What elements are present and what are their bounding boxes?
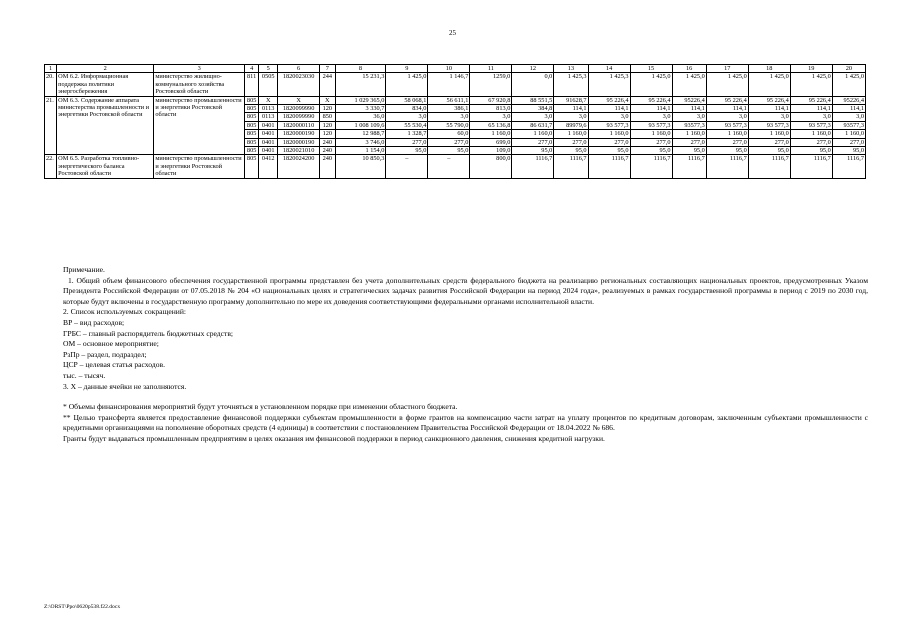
table-cell: 114,1 — [672, 105, 706, 113]
abbreviation-item: РзПр – раздел, подраздел; — [63, 349, 147, 359]
table-cell: 56 611,1 — [428, 96, 470, 104]
table-cell: 1 160,0 — [832, 130, 865, 138]
notes-section — [63, 265, 868, 445]
table-cell: 95,0 — [672, 147, 706, 155]
table-cell: 67 920,8 — [470, 96, 512, 104]
table-cell: 95,0 — [428, 147, 470, 155]
table-cell: 95226,4 — [832, 96, 865, 104]
table-cell: 114,1 — [588, 105, 630, 113]
note-1: 1. Общий объем финансового обеспечения государственной программы представлен без учета дополнительных средств федерального бюджета на реализацию региональных составляющих национальных проектов, предусмотренных Указом Президента Российской Федерации от 07.05.2018 № 204 «О национальных целях и стратегических задачах развития Российской Федерации на период 2024 года», реализуемых в рамках государственной программы в период с 2019 по 2030 год, которые будут включены в государственную программу дополнительно по мере их доведения соответствующими федеральными органами исполнительной власти. — [63, 275, 868, 306]
table-cell: 15 231,3 — [335, 73, 386, 96]
page-number: 25 — [449, 29, 456, 37]
table-cell: Х — [259, 96, 278, 104]
table-cell: 93 577,3 — [706, 121, 748, 129]
table-cell: 3,0 — [386, 113, 428, 121]
table-cell: 55 790,0 — [428, 121, 470, 129]
table-cell: 240 — [320, 147, 335, 155]
table-cell: – — [428, 155, 470, 178]
table-cell: 120 — [320, 121, 335, 129]
table-cell: 95 226,4 — [706, 96, 748, 104]
table-cell: 109,0 — [470, 147, 512, 155]
column-header: 20 — [832, 65, 865, 73]
table-cell: 1116,7 — [706, 155, 748, 178]
table-cell: 1259,0 — [470, 73, 512, 96]
table-cell: 60,0 — [428, 130, 470, 138]
table-cell: 1 160,0 — [748, 130, 790, 138]
table-cell: 805 — [244, 147, 258, 155]
table-cell: 3,0 — [470, 113, 512, 121]
table-row — [45, 155, 866, 178]
column-header: 4 — [244, 65, 258, 73]
column-header: 16 — [672, 65, 706, 73]
table-row — [45, 96, 866, 104]
table-cell: 850 — [320, 113, 335, 121]
table-cell: 120 — [320, 130, 335, 138]
table-row — [45, 73, 866, 96]
table-cell: 1 425,0 — [630, 73, 672, 96]
table-cell: 93 577,3 — [630, 121, 672, 129]
column-header: 13 — [554, 65, 588, 73]
row-number: 22. — [45, 155, 57, 178]
table-cell: 95,0 — [512, 147, 554, 155]
table-cell: 1820000190 — [278, 138, 320, 146]
table-cell: 95 226,4 — [588, 96, 630, 104]
table-cell: 1 160,0 — [706, 130, 748, 138]
table-cell: 1820099990 — [278, 113, 320, 121]
table-cell: 1 029 365,0 — [335, 96, 386, 104]
column-header: 11 — [470, 65, 512, 73]
column-header: 1 — [45, 65, 57, 73]
table-cell: 0401 — [259, 121, 278, 129]
table-cell: 114,1 — [790, 105, 832, 113]
column-header: 19 — [790, 65, 832, 73]
table-cell: 95,0 — [386, 147, 428, 155]
column-header: 14 — [588, 65, 630, 73]
table-cell: 1116,7 — [672, 155, 706, 178]
measure-name: ОМ 6.5. Разработка топливно-энергетического баланса Ростовской области — [57, 155, 154, 178]
table-cell: 277,0 — [748, 138, 790, 146]
table-cell: 93 577,3 — [588, 121, 630, 129]
table-cell: 813,0 — [470, 105, 512, 113]
table-cell: 3,0 — [554, 113, 588, 121]
table-cell: 1 425,3 — [588, 73, 630, 96]
table-cell: 1820099990 — [278, 105, 320, 113]
table-cell: 805 — [244, 105, 258, 113]
notes-title: Примечание. — [63, 265, 105, 274]
table-cell: 114,1 — [748, 105, 790, 113]
table-cell: 277,0 — [588, 138, 630, 146]
table-cell: 1 160,0 — [630, 130, 672, 138]
table-cell: 0113 — [259, 105, 278, 113]
table-cell: 95 226,4 — [630, 96, 672, 104]
abbreviation-item: ГРБС – главный распорядитель бюджетных средств; — [63, 328, 234, 338]
table-cell: 91628,7 — [554, 96, 588, 104]
table-cell: 3,0 — [706, 113, 748, 121]
table-cell: 3 330,7 — [335, 105, 386, 113]
table-cell: 89979,6 — [554, 121, 588, 129]
table-cell: 386,1 — [428, 105, 470, 113]
table-cell: 277,0 — [630, 138, 672, 146]
table-cell: 1820023030 — [278, 73, 320, 96]
table-cell: 3,0 — [672, 113, 706, 121]
table-cell: 1 160,0 — [554, 130, 588, 138]
table-cell: 0505 — [259, 73, 278, 96]
note-star-2: ** Целью трансферта является предоставление финансовой поддержки субъектам промышленности в форме грантов на компенсацию части затрат на уплату процентов по кредитным договорам, заключенным субъектами промышленности с кредитными организациями на пополнение оборотных средств (4 единицы) в соответствии с постановлением Правительства Российской Федерации от 18.04.2022 № 686. — [63, 412, 868, 433]
table-cell: 3 746,0 — [335, 138, 386, 146]
table-cell: 0113 — [259, 113, 278, 121]
table-cell: 1 425,0 — [832, 73, 865, 96]
table-cell: 114,1 — [832, 105, 865, 113]
table-cell: 95,0 — [554, 147, 588, 155]
table-cell: Х — [278, 96, 320, 104]
table-cell: 58 068,1 — [386, 96, 428, 104]
table-cell: 834,0 — [386, 105, 428, 113]
table-cell: 805 — [244, 96, 258, 104]
table-cell: 114,1 — [630, 105, 672, 113]
table-cell: 1 425,0 — [790, 73, 832, 96]
table-cell: 1820000110 — [278, 121, 320, 129]
table-cell: 1116,7 — [554, 155, 588, 178]
table-cell: 95,0 — [630, 147, 672, 155]
table-cell: 277,0 — [512, 138, 554, 146]
column-header: 6 — [278, 65, 320, 73]
column-header: 3 — [154, 65, 245, 73]
table-cell: 3,0 — [512, 113, 554, 121]
table-cell: 1 160,0 — [790, 130, 832, 138]
table-cell: 1 425,0 — [748, 73, 790, 96]
table-cell: 1116,7 — [832, 155, 865, 178]
table-cell: 699,0 — [470, 138, 512, 146]
table-cell: 240 — [320, 155, 335, 178]
table-cell: 12 988,7 — [335, 130, 386, 138]
column-header: 9 — [386, 65, 428, 73]
table-cell: 93577,3 — [832, 121, 865, 129]
table-cell: 244 — [320, 73, 335, 96]
table-cell: 36,0 — [335, 113, 386, 121]
table-cell: 277,0 — [790, 138, 832, 146]
abbreviation-list — [63, 318, 868, 392]
table-cell: 3,0 — [588, 113, 630, 121]
measure-name: ОМ 6.3. Содержание аппарата министерства промышленности и энергетики Ростовской области — [57, 96, 154, 155]
table-cell: 93577,3 — [672, 121, 706, 129]
table-cell: 95,0 — [790, 147, 832, 155]
column-header: 8 — [335, 65, 386, 73]
table-cell: 805 — [244, 130, 258, 138]
table-cell: 95,0 — [588, 147, 630, 155]
table-cell: 277,0 — [386, 138, 428, 146]
abbreviation-item: ЦСР – целевая статья расходов. — [63, 360, 166, 370]
table-cell: 95 226,4 — [748, 96, 790, 104]
table-cell: 1 160,0 — [672, 130, 706, 138]
table-cell: 1 160,0 — [588, 130, 630, 138]
table-cell: 1 425,0 — [706, 73, 748, 96]
table-cell: 805 — [244, 121, 258, 129]
column-header: 7 — [320, 65, 335, 73]
table-cell: 1 154,0 — [335, 147, 386, 155]
table-cell: 805 — [244, 138, 258, 146]
table-cell: 0401 — [259, 138, 278, 146]
table-cell: 0412 — [259, 155, 278, 178]
note-2: 2. Список используемых сокращений: — [63, 307, 187, 317]
table-cell: 1820021010 — [278, 147, 320, 155]
table-cell: 114,1 — [554, 105, 588, 113]
table-cell: 1116,7 — [630, 155, 672, 178]
grbs-name: министерство жилищно-коммунального хозяйства Ростовской области — [154, 73, 245, 96]
file-path: Z:\ORST\Ppo\0620p538.f22.docx — [44, 604, 121, 610]
table-cell: 1 160,0 — [512, 130, 554, 138]
table-cell: 1 425,3 — [554, 73, 588, 96]
table-cell: 3,0 — [428, 113, 470, 121]
table-cell: 1820024200 — [278, 155, 320, 178]
table-cell: 384,8 — [512, 105, 554, 113]
table-cell: 1 160,0 — [470, 130, 512, 138]
table-cell: 277,0 — [832, 138, 865, 146]
grbs-name: министерство промышленности и энергетики Ростовской области — [154, 96, 245, 155]
table-cell: – — [386, 155, 428, 178]
table-cell: 114,1 — [706, 105, 748, 113]
table-cell: Х — [320, 96, 335, 104]
table-cell: 800,0 — [470, 155, 512, 178]
table-cell: 55 530,4 — [386, 121, 428, 129]
table-cell: 1 425,0 — [386, 73, 428, 96]
table-cell: 811 — [244, 73, 258, 96]
column-header: 10 — [428, 65, 470, 73]
table-cell: 10 850,3 — [335, 155, 386, 178]
measure-name: ОМ 6.2. Информационная поддержка политики энергосбережения — [57, 73, 154, 96]
table-cell: 95226,4 — [672, 96, 706, 104]
table-cell: 95,0 — [832, 147, 865, 155]
table-cell: 3,0 — [790, 113, 832, 121]
header-row — [45, 65, 866, 73]
note-star-1: * Объемы финансирования мероприятий будут уточняться в установленном порядке при изменении областного бюджета. — [63, 402, 458, 412]
table-cell: 1116,7 — [588, 155, 630, 178]
column-header: 17 — [706, 65, 748, 73]
table-cell: 0401 — [259, 130, 278, 138]
table-cell: 277,0 — [706, 138, 748, 146]
column-header: 12 — [512, 65, 554, 73]
table-cell: 86 631,7 — [512, 121, 554, 129]
table-cell: 93 577,3 — [790, 121, 832, 129]
table-cell: 0401 — [259, 147, 278, 155]
abbreviation-item: тыс. – тысяч. — [63, 370, 106, 380]
table-cell: 805 — [244, 155, 258, 178]
table-cell: 1 425,0 — [672, 73, 706, 96]
table-cell: 88 551,5 — [512, 96, 554, 104]
abbreviation-item: 3. Х – данные ячейки не заполняются. — [63, 381, 187, 391]
table-cell: 277,0 — [672, 138, 706, 146]
table-cell: 1116,7 — [512, 155, 554, 178]
table-cell: 1 328,7 — [386, 130, 428, 138]
table-cell: 277,0 — [554, 138, 588, 146]
table-cell: 1 008 109,6 — [335, 121, 386, 129]
row-number: 20. — [45, 73, 57, 96]
note-grants: Гранты будут выдаваться промышленным предприятиям в целях оказания им финансовой поддержки в период санкционного давления, снижения кредитной нагрузки. — [63, 433, 605, 443]
table-cell: 240 — [320, 138, 335, 146]
table-cell: 93 577,3 — [748, 121, 790, 129]
row-number: 21. — [45, 96, 57, 155]
abbreviation-item: ВР – вид расходов; — [63, 317, 125, 327]
table-cell: 3,0 — [748, 113, 790, 121]
abbreviation-item: ОМ – основное мероприятие; — [63, 339, 159, 349]
grbs-name: министерство промышленности и энергетики Ростовской области — [154, 155, 245, 178]
table-cell: 1820000190 — [278, 130, 320, 138]
table-cell: 95 226,4 — [790, 96, 832, 104]
table-cell: 805 — [244, 113, 258, 121]
column-header: 18 — [748, 65, 790, 73]
table-cell: 3,0 — [832, 113, 865, 121]
financing-table — [44, 64, 866, 179]
table-cell: 3,0 — [630, 113, 672, 121]
table-cell: 277,0 — [428, 138, 470, 146]
table-cell: 120 — [320, 105, 335, 113]
column-header: 5 — [259, 65, 278, 73]
column-header: 2 — [57, 65, 154, 73]
table-cell: 1116,7 — [790, 155, 832, 178]
table-cell: 65 136,8 — [470, 121, 512, 129]
table-cell: 95,0 — [706, 147, 748, 155]
table-cell: 95,0 — [748, 147, 790, 155]
column-header: 15 — [630, 65, 672, 73]
table-cell: 1116,7 — [748, 155, 790, 178]
table-cell: 0,0 — [512, 73, 554, 96]
table-cell: 1 146,7 — [428, 73, 470, 96]
